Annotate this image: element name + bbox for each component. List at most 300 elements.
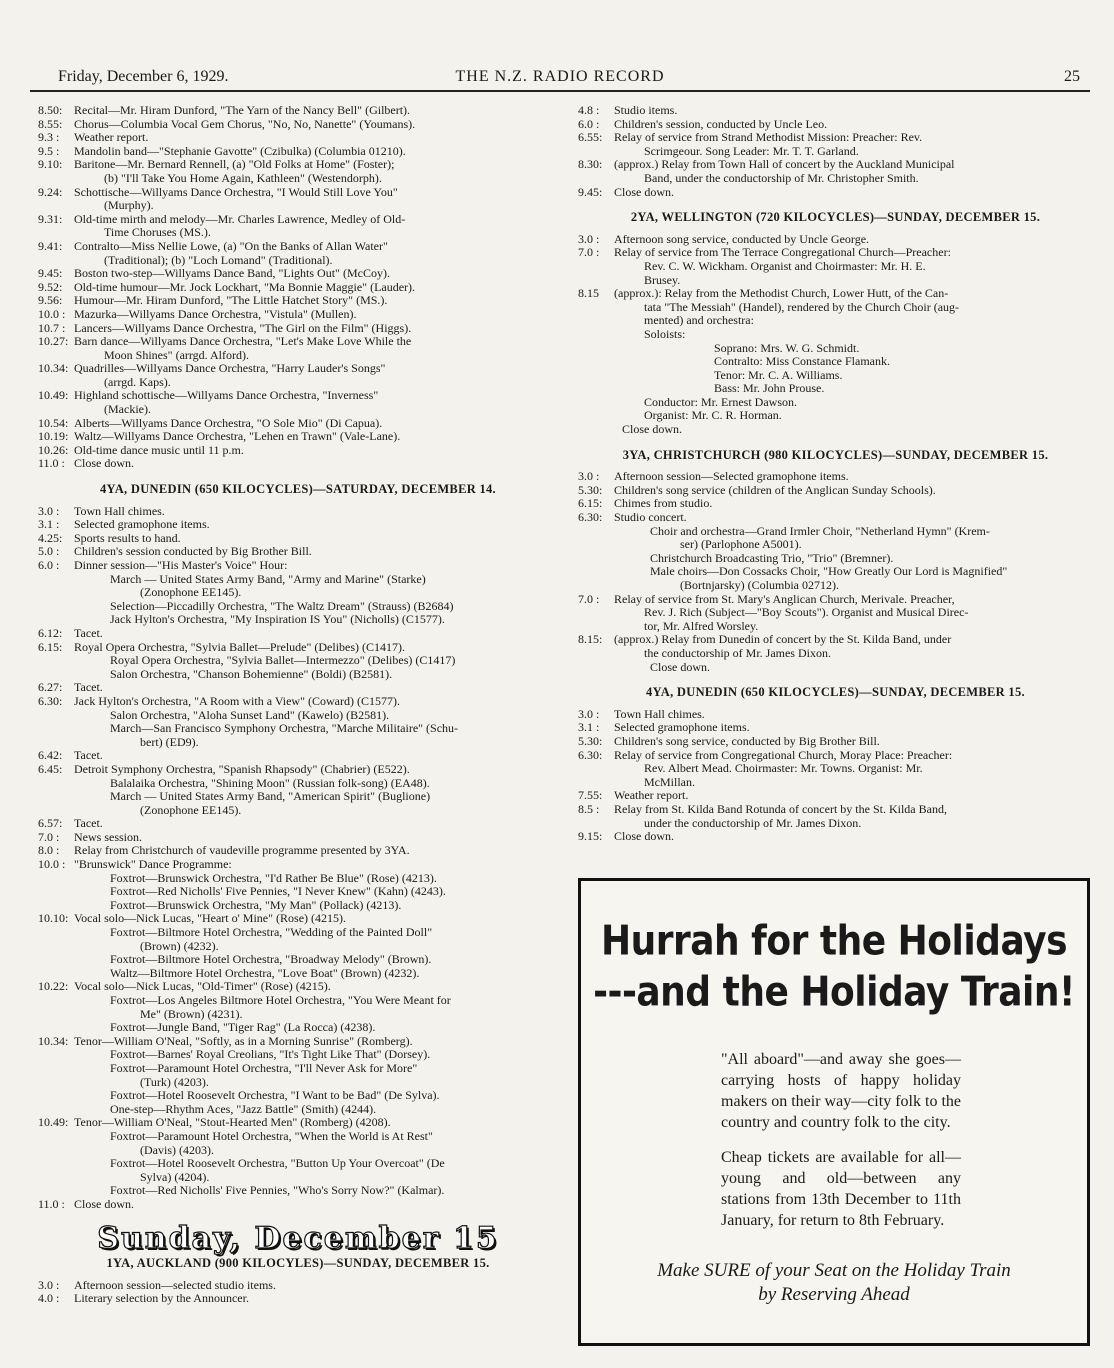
entry-line: Foxtrot—Barnes' Royal Creolians, "It's Tight Like That" (Dorsey). [110,1047,431,1062]
programme-entry [578,511,1093,525]
entry-description [74,817,558,831]
entry-description [74,1035,558,1049]
programme-entry [38,104,558,118]
entry-description [74,573,558,627]
entry-description [74,709,558,750]
entry-line: Weather report. [614,788,689,803]
entry-description [614,118,1093,132]
entry-description [614,661,1093,675]
programme-entry [38,505,558,519]
entry-time: 8.15 [578,286,599,301]
entry-line: March — United States Army Band, "Army and Marine" (Starke) [110,571,426,586]
entry-time: 6.30: [578,747,603,762]
entry-line: Foxtrot—Brunswick Orchestra, "My Man" (Pollack) (4213). [110,897,402,912]
entry-time [38,573,74,627]
entry-time: 9.41: [38,238,63,253]
entry-description [74,118,558,132]
ad-footer [581,1259,1087,1307]
entry-line: Contralto—Miss Nellie Lowe, (a) "On the Banks of Allan Water" [74,238,388,253]
entry-time [38,777,74,818]
entry-time: 9.56: [38,293,63,308]
entry-line: Boston two-step—Willyams Dance Band, "Lights Out" (McCoy). [74,266,390,281]
programme-entry [578,158,1093,185]
entry-description [74,858,558,872]
programme-entry [38,1279,558,1293]
programme-entry [38,308,558,322]
programme-entry [578,633,1093,660]
entry-line: Humour—Mr. Hiram Dunford, "The Little Hatchet Story" (MS.). [74,293,388,308]
programme-entry [578,104,1093,118]
ad-paragraph: Cheap tickets are available for all—young and old—between any stations from 13th December to 11th January, for return to 8th February. [721,1149,961,1229]
programme-entry [38,430,558,444]
entry-line: Time Choruses (MS.). [104,225,211,240]
entry-line: Balalaika Orchestra, "Shining Moon" (Russian folk-song) (EA48). [110,775,430,790]
sunday-banner: Sunday, December 15 [97,1220,499,1256]
programme-entry [38,844,558,858]
entry-line: Weather report. [74,130,149,145]
ad-paragraph: "All aboard"—and away she goes—carrying hosts of happy holiday makers on their way—city folk to the country and country folk to the city. [721,1051,961,1131]
entry-line: (Traditional); (b) "Loch Lomand" (Traditional). [104,252,333,267]
entry-description [614,789,1093,803]
credit-line: Soprano: Mrs. W. G. Schmidt. [714,340,860,355]
entry-description [614,186,1093,200]
entry-time: 10.34: [38,1033,69,1048]
entry-description [74,308,558,322]
programme-entry [38,545,558,559]
entry-line: Town Hall chimes. [614,706,705,721]
entry-description [614,131,1093,158]
entry-line: Children's session conducted by Big Brother Bill. [74,544,312,559]
entry-line: Foxtrot—Biltmore Hotel Orchestra, "Wedding of the Painted Doll" [110,925,433,940]
entry-line: Foxtrot—Jungle Band, "Tiger Rag" (La Rocca) (4238). [110,1020,376,1035]
entry-time [38,1048,74,1116]
programme-list [578,233,1093,328]
programme-entry [38,1116,558,1130]
page-number: 25 [1064,68,1080,85]
entry-time [38,994,74,1035]
entry-line: Dinner session—"His Master's Voice" Hour: [74,558,288,572]
holiday-train-advertisement [578,878,1090,1346]
left-column [38,104,558,1306]
entry-line: Foxtrot—Red Nicholls' Five Pennies, "Who's Sorry Now?" (Kalmar). [110,1183,445,1198]
conductor-list [578,396,1093,423]
entry-time: 10.34: [38,361,69,376]
entry-line: (Zonophone EE145). [140,802,242,817]
programme-entry [578,803,1093,830]
programme-entry [578,287,1093,328]
entry-line: Relay of service from The Terrace Congregational Church—Preacher: [614,245,951,260]
entry-description [74,1292,558,1306]
programme-entry [38,559,558,573]
programme-entry [578,593,1093,634]
entry-time: 11.0 : [38,1196,65,1211]
credit-line: Tenor: Mr. C. A. Williams. [714,367,843,382]
section-heading: 2YA, WELLINGTON (720 KILOCYCLES)—SUNDAY, DECEMBER 15. [630,210,1041,225]
entry-description [74,532,558,546]
entry-line: Old-time mirth and melody—Mr. Charles Lawrence, Medley of Old- [74,211,406,226]
entry-time: 5.0 : [38,544,60,559]
entry-time: 7.55: [578,788,603,803]
entry-time: 10.19: [38,429,69,444]
programme-entry [38,627,558,641]
entry-time: 10.49: [38,388,69,403]
entry-line: Royal Opera Orchestra, "Sylvia Ballet—Intermezzo" (Delibes) (C1417) [110,653,456,668]
programme-entry [578,470,1093,484]
entry-line: Tacet. [74,680,103,695]
entry-line: (approx.): Relay from the Methodist Church, Lower Hutt, of the Can- [614,286,949,301]
entry-description [74,749,558,763]
entry-line: (Zonophone EE145). [140,585,242,600]
credit-line: Conductor: Mr. Ernest Dawson. [644,394,797,409]
entry-time: 6.30: [578,510,603,525]
entry-time [38,1130,74,1198]
entry-description [74,505,558,519]
entry-description [74,294,558,308]
entry-time [38,926,74,980]
entry-description [74,627,558,641]
programme-entry [578,721,1093,735]
entry-line: One-step—Rhythm Aces, "Jazz Battle" (Smith) (4244). [110,1101,377,1116]
programme-entry [38,573,558,627]
entry-time: 6.12: [38,625,63,640]
entry-time: 9.24: [38,184,63,199]
programme-entry [38,389,558,416]
entry-line: Children's song service, conducted by Big Brother Bill. [614,733,880,748]
programme-entry [38,322,558,336]
entry-time: 6.0 : [38,558,60,572]
entry-line: Foxtrot—Paramount Hotel Orchestra, "When the World is At Rest" [110,1128,433,1143]
entry-line: Rev. Albert Mead. Choirmaster: Mr. Towns. Organist: Mr. [644,761,923,776]
entry-time: 10.7 : [38,320,66,335]
entry-description [614,525,1093,593]
entry-time [38,709,74,750]
entry-line: Choir and orchestra—Grand Irmler Choir, "Netherland Hymn" (Krem- [650,523,990,538]
entry-time: 10.22: [38,979,69,994]
programme-entry [578,497,1093,511]
programme-list [38,1279,558,1306]
entry-description [74,444,558,458]
page-header [30,66,1090,92]
entry-time: 9.3 : [38,130,60,145]
programme-entry [578,735,1093,749]
ad-footer-line: by Reserving Ahead [758,1284,910,1305]
entry-line: Selected gramophone items. [74,517,210,532]
entry-line: Vocal solo—Nick Lucas, "Heart o' Mine" (Rose) (4215). [74,911,347,926]
programme-list [38,505,558,1212]
entry-line: Afternoon song service, conducted by Uncle George. [614,231,870,246]
entry-time [578,661,614,675]
entry-line: Foxtrot—Hotel Roosevelt Orchestra, "I Want to be Bad" (De Sylva). [110,1088,440,1103]
entry-line: Scrimgeour. Song Leader: Mr. T. T. Garland. [644,143,859,158]
programme-entry [38,695,558,709]
entry-description [614,511,1093,525]
programme-entry [578,246,1093,287]
entry-description [74,281,558,295]
entry-line: (b) "I'll Take You Home Again, Kathleen" (Westendorph). [104,170,382,185]
programme-entry [578,749,1093,790]
entry-time: 9.45: [38,266,63,281]
entry-time: 8.55: [38,116,63,131]
programme-entry [38,267,558,281]
entry-description [74,681,558,695]
entry-line: tor, Mr. Alfred Worsley. [644,618,759,633]
entry-description [614,497,1093,511]
section-heading: 3YA, CHRISTCHURCH (980 KILOCYCLES)—SUNDAY, DECEMBER 15. [622,447,1049,462]
entry-line: Tacet. [74,748,103,763]
entry-description [74,545,558,559]
entry-description [614,830,1093,844]
entry-time: 3.0 : [578,706,600,721]
entry-line: Quadrilles—Willyams Dance Orchestra, "Harry Lauder's Songs" [74,361,386,376]
entry-line: Relay of service from St. Mary's Anglican Church, Merivale. Preacher, [614,591,955,606]
entry-description [74,641,558,655]
entry-line: March—San Francisco Symphony Orchestra, "Marche Militaire" (Schu- [110,721,459,736]
entry-description [74,389,558,416]
entry-line: Foxtrot—Biltmore Hotel Orchestra, "Broadway Melody" (Brown). [110,952,432,967]
entry-line: Christchurch Broadcasting Trio, "Trio" (Bremner). [650,550,894,565]
entry-line: Recital—Mr. Hiram Dunford, "The Yarn of the Nancy Bell" (Gilbert). [74,103,411,117]
entry-description [74,695,558,709]
entry-description [74,1198,558,1212]
programme-entry [38,281,558,295]
entry-time: 6.55: [578,130,603,145]
entry-time: 3.0 : [38,1277,60,1292]
programme-entry [38,213,558,240]
entry-description [614,593,1093,634]
programme-entry [38,994,558,1035]
programme-entry [38,926,558,980]
entry-line: Relay of service from Congregational Church, Moray Place: Preacher: [614,747,953,762]
entry-time: 3.0 : [578,231,600,246]
programme-entry [38,858,558,872]
entry-time: 6.30: [38,693,63,708]
programme-entry [38,831,558,845]
programme-entry [578,186,1093,200]
entry-line: bert) (ED9). [140,734,199,749]
programme-entry [38,158,558,185]
entry-description [614,721,1093,735]
entry-time: 4.0 : [38,1291,60,1306]
programme-entry [38,1292,558,1306]
programme-entry [38,763,558,777]
entry-line: (Brown) (4232). [140,938,219,953]
entry-description [74,994,558,1035]
entry-line: Close down. [614,184,674,199]
close-down-text: Close down. [622,422,682,437]
issue-date: Friday, December 6, 1929. [58,68,229,85]
entry-description [74,518,558,532]
entry-line: Salon Orchestra, "Chanson Bohemienne" (Boldi) (B2581). [110,666,393,681]
entry-line: Relay of service from Strand Methodist Mission: Preacher: Rev. [614,130,923,145]
programme-entry [38,777,558,818]
programme-entry [578,661,1093,675]
entry-line: Royal Opera Orchestra, "Sylvia Ballet—Prelude" (Delibes) (C1417). [74,639,406,654]
entry-line: Children's session, conducted by Uncle Leo. [614,116,828,131]
entry-line: tata "The Messiah" (Handel), rendered by the Church Choir (aug- [644,299,960,314]
section-heading: 1YA, AUCKLAND (900 KILOCYLES)—SUNDAY, DECEMBER 15. [106,1256,490,1271]
entry-time: 10.54: [38,415,69,430]
entry-time: 9.45: [578,184,603,199]
programme-entry [38,1035,558,1049]
entry-time: 5.30: [578,482,603,497]
entry-time: 4.25: [38,530,63,545]
programme-entry [578,789,1093,803]
entry-description [74,158,558,185]
entry-time: 7.0 : [38,829,60,844]
entry-line: ser) (Parlophone A5001). [680,537,802,552]
entry-description [74,912,558,926]
entry-line: Foxtrot—Paramount Hotel Orchestra, "I'll Never Ask for More" [110,1060,418,1075]
entry-time: 3.0 : [578,469,600,484]
entry-line: Baritone—Mr. Bernard Rennell, (a) "Old Folks at Home" (Foster); [74,157,395,172]
entry-description [74,186,558,213]
entry-description [614,735,1093,749]
programme-entry [38,518,558,532]
entry-line: (Bortnjarsky) (Columbia 02712). [680,578,839,592]
entry-description [74,559,558,573]
entry-time: 9.52: [38,279,63,294]
entry-description [614,484,1093,498]
entry-line: Close down. [614,829,674,844]
entry-line: (Mackie). [104,402,151,417]
entry-line: Waltz—Biltmore Hotel Orchestra, "Love Boat" (Brown) (4232). [110,965,420,980]
entry-time: 6.15: [38,639,63,654]
entry-line: Mandolin band—"Stephanie Gavotte" (Czibulka) (Columbia 01210). [74,143,406,158]
entry-line: Old-time dance music until 11 p.m. [74,442,244,457]
programme-entry [38,335,558,362]
entry-time: 8.0 : [38,843,60,858]
entry-time: 3.1 : [38,517,60,532]
entry-description [614,158,1093,185]
entry-description [74,980,558,994]
entry-line: (approx.) Relay from Town Hall of concert by the Auckland Municipal [614,157,955,172]
entry-time: 9.31: [38,211,63,226]
entry-time: 6.15: [578,496,603,511]
entry-line: "Brunswick" Dance Programme: [74,857,232,872]
entry-line: Me" (Brown) (4231). [140,1006,243,1021]
programme-entry [38,980,558,994]
entry-line: Sports results to hand. [74,530,181,545]
entry-time: 6.27: [38,680,63,695]
programme-list [578,470,1093,674]
entry-description [74,213,558,240]
entry-line: Alberts—Willyams Dance Orchestra, "O Sole Mio" (Di Capua). [74,415,383,430]
programme-entry [38,912,558,926]
entry-time: 6.45: [38,761,63,776]
entry-description [74,872,558,913]
entry-line: Male choirs—Don Cossacks Choir, "How Greatly Our Lord is Magnified" [650,564,1008,579]
programme-entry [38,681,558,695]
entry-time: 8.30: [578,157,603,172]
programme-entry [38,362,558,389]
entry-description [74,457,558,471]
entry-line: Literary selection by the Announcer. [74,1291,249,1306]
programme-entry [38,118,558,132]
entry-description [614,104,1093,118]
credit-line: Bass: Mr. John Prouse. [714,381,825,396]
entry-description [74,777,558,818]
entry-line: Chorus—Columbia Vocal Gem Chorus, "No, No, Nanette" (Youmans). [74,116,416,131]
entry-line: Schottische—Willyams Dance Orchestra, "I Would Still Love You" [74,184,398,199]
programme-entry [578,484,1093,498]
entry-line: Rev. C. W. Wickham. Organist and Choirmaster: Mr. H. E. [644,258,926,273]
entry-time: 5.30: [578,733,603,748]
entry-description [614,246,1093,287]
entry-time: 3.1 : [578,720,600,735]
entry-line: Close down. [74,1196,134,1211]
entry-time: 9.5 : [38,143,60,158]
entry-description [74,926,558,980]
entry-line: Foxtrot—Brunswick Orchestra, "I'd Rather Be Blue" (Rose) (4213). [110,870,437,885]
entry-time: 7.0 : [578,245,600,260]
programme-entry [38,1198,558,1212]
entry-line: Waltz—Willyams Dance Orchestra, "Lehen en Trawn" (Vale-Lane). [74,429,401,444]
section-heading: 4YA, DUNEDIN (650 KILOCYCLES)—SATURDAY, DECEMBER 14. [100,482,496,497]
entry-time: 8.15: [578,632,603,647]
entry-line: News session. [74,829,142,844]
entry-description [74,1048,558,1116]
entry-time [38,872,74,913]
entry-line: (Turk) (4203). [140,1074,209,1089]
entry-time: 10.0 : [38,857,66,872]
entry-description [74,1116,558,1130]
entry-time [38,654,74,681]
entry-line: Chimes from studio. [614,496,713,511]
entry-description [74,1279,558,1293]
soloists-list [578,342,1093,396]
entry-time: 9.10: [38,157,63,172]
right-column [578,104,1093,844]
entry-line: (arrgd. Kaps). [104,374,171,389]
ad-footer-line: Make SURE of your Seat on the Holiday Train [657,1260,1011,1281]
entry-time: 11.0 : [38,456,65,471]
programme-entry [578,830,1093,844]
programme-entry [38,457,558,471]
entry-description [74,430,558,444]
programme-entry [578,708,1093,722]
entry-line: Band, under the conductorship of Mr. Christopher Smith. [644,170,919,185]
programme-entry [38,186,558,213]
entry-line: Mazurka—Willyams Dance Orchestra, "Vistula" (Mullen). [74,306,357,321]
entry-description [614,708,1093,722]
entry-time [578,525,614,593]
programme-entry [38,654,558,681]
soloists-block [578,328,1093,437]
entry-line: Foxtrot—Hotel Roosevelt Orchestra, "Button Up Your Overcoat" (De [110,1156,445,1171]
entry-line: Studio concert. [614,510,687,525]
programme-list [578,104,1093,199]
entry-line: Selection—Piccadilly Orchestra, "The Waltz Dream" (Strauss) (B2684) [110,598,454,613]
entry-description [74,417,558,431]
programme-entry [38,749,558,763]
entry-time: 8.5 : [578,801,600,816]
entry-line: McMillan. [644,774,695,789]
programme-entry [38,872,558,913]
entry-time: 3.0 : [38,503,60,518]
programme-entry [578,131,1093,158]
entry-description [74,763,558,777]
entry-time: 10.26: [38,442,69,457]
entry-time: 10.10: [38,911,69,926]
entry-description [614,287,1093,328]
entry-line: Close down. [74,456,134,471]
entry-line: Tenor—William O'Neal, "Stout-Hearted Men" (Romberg) (4208). [74,1115,391,1130]
entry-line: Barn dance—Willyams Dance Orchestra, "Let's Make Love While the [74,334,412,349]
entry-line: Jack Hylton's Orchestra, "A Room with a View" (Coward) (C1577). [74,693,400,708]
entry-line: under the conductorship of Mr. James Dixon. [644,815,862,830]
entry-description [74,322,558,336]
entry-line: (Murphy). [104,198,154,213]
